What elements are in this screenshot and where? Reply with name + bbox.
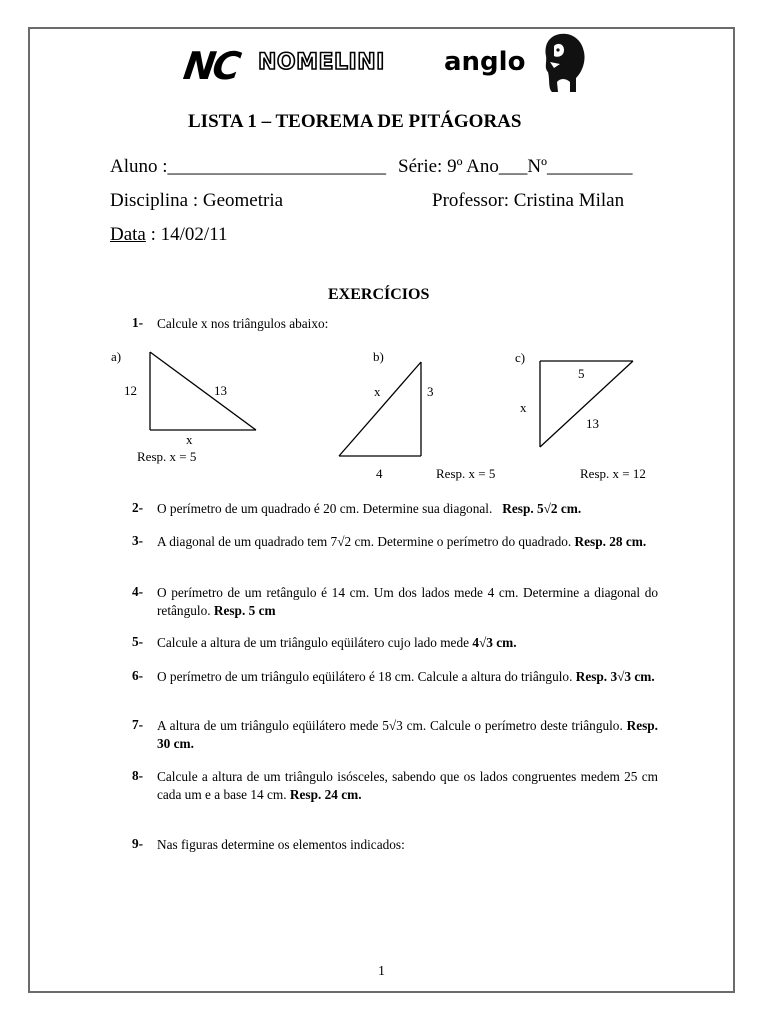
question-4-text: O perímetro de um retângulo é 14 cm. Um dos lados mede 4 cm. Determine a diagonal do retângulo. Resp. 5 cm — [157, 585, 658, 618]
question-7-answer: Resp. 30 cm. — [157, 718, 659, 751]
question-7-text: A altura de um triângulo eqüilátero mede 5√3 cm. Calcule o perímetro deste triângulo. Resp. 30 cm. — [157, 718, 659, 751]
question-5-answer: 4√3 cm. — [472, 635, 517, 650]
question-6-text: O perímetro de um triângulo eqüilátero é 18 cm. Calcule a altura do triângulo. Resp. 3√3 cm. — [157, 669, 655, 684]
professor-field: Professor: Cristina Milan — [432, 190, 625, 211]
exercicios-title: EXERCÍCIOS — [328, 286, 430, 303]
question-7-number: 7- — [132, 717, 144, 732]
question-2-text: O perímetro de um quadrado é 20 cm. Determine sua diagonal. Resp. 5√2 cm. — [157, 501, 582, 516]
triangle-c-label: c) — [515, 350, 526, 365]
triangle-c-side-left: x — [520, 400, 527, 415]
question-2-answer: Resp. 5√2 cm. — [502, 501, 582, 516]
question-4-answer: Resp. 5 cm — [213, 602, 276, 618]
logo-anglo: anglo — [444, 47, 526, 77]
question-6-number: 6- — [132, 668, 144, 683]
triangle-a-answer: Resp. x = 5 — [137, 449, 197, 464]
question-8-answer: Resp. 24 cm. — [289, 786, 362, 802]
question-1-text: Calcule x nos triângulos abaixo: — [157, 316, 329, 331]
triangle-b-side-left: x — [374, 384, 381, 399]
question-1-number: 1- — [132, 315, 144, 330]
question-5-number: 5- — [132, 634, 144, 649]
question-8-number: 8- — [132, 768, 144, 783]
aluno-field: Aluno :_______________________ — [110, 156, 387, 177]
logo-nc: NC — [180, 44, 241, 88]
triangle-b-side-right: 3 — [427, 384, 434, 399]
question-3-answer: Resp. 28 cm. — [574, 534, 647, 549]
question-9-text: Nas figuras determine os elementos indicados: — [157, 837, 405, 852]
triangle-b-answer: Resp. x = 5 — [436, 466, 496, 481]
question-3-number: 3- — [132, 533, 144, 548]
question-2-number: 2- — [132, 500, 144, 515]
data-value: : 14/02/11 — [145, 224, 228, 245]
triangle-c-side-top: 5 — [578, 366, 585, 381]
page-title: LISTA 1 – TEOREMA DE PITÁGORAS — [188, 111, 522, 132]
question-5-text: Calcule a altura de um triângulo eqüilátero cujo lado mede 4√3 cm. — [157, 635, 517, 650]
triangle-c-answer: Resp. x = 12 — [580, 466, 646, 481]
logo-nomelini: NOMELINI — [258, 50, 385, 75]
triangle-a-side-left: 12 — [124, 383, 137, 398]
disciplina-field: Disciplina : Geometria — [110, 190, 284, 211]
question-6-answer: Resp. 3√3 cm. — [575, 669, 655, 684]
data-label: Data — [110, 224, 146, 245]
triangle-a-hypotenuse: 13 — [214, 383, 227, 398]
triangle-a-side-bottom: x — [186, 432, 193, 447]
serie-field: Série: 9º Ano___Nº_________ — [398, 156, 633, 177]
triangle-b-label: b) — [373, 349, 384, 364]
triangle-a-label: a) — [111, 349, 122, 364]
question-3-text: A diagonal de um quadrado tem 7√2 cm. Determine o perímetro do quadrado. Resp. 28 cm. — [157, 534, 647, 549]
question-9-number: 9- — [132, 836, 144, 851]
question-4-number: 4- — [132, 584, 144, 599]
triangle-c-hypotenuse: 13 — [586, 416, 599, 431]
triangle-b-side-bottom: 4 — [376, 466, 383, 481]
page-number: 1 — [378, 964, 385, 979]
question-8-text: Calcule a altura de um triângulo isósceles, sabendo que os lados congruentes medem 25 cm cada um e a base 14 cm. Resp. 24 cm. — [157, 769, 658, 802]
